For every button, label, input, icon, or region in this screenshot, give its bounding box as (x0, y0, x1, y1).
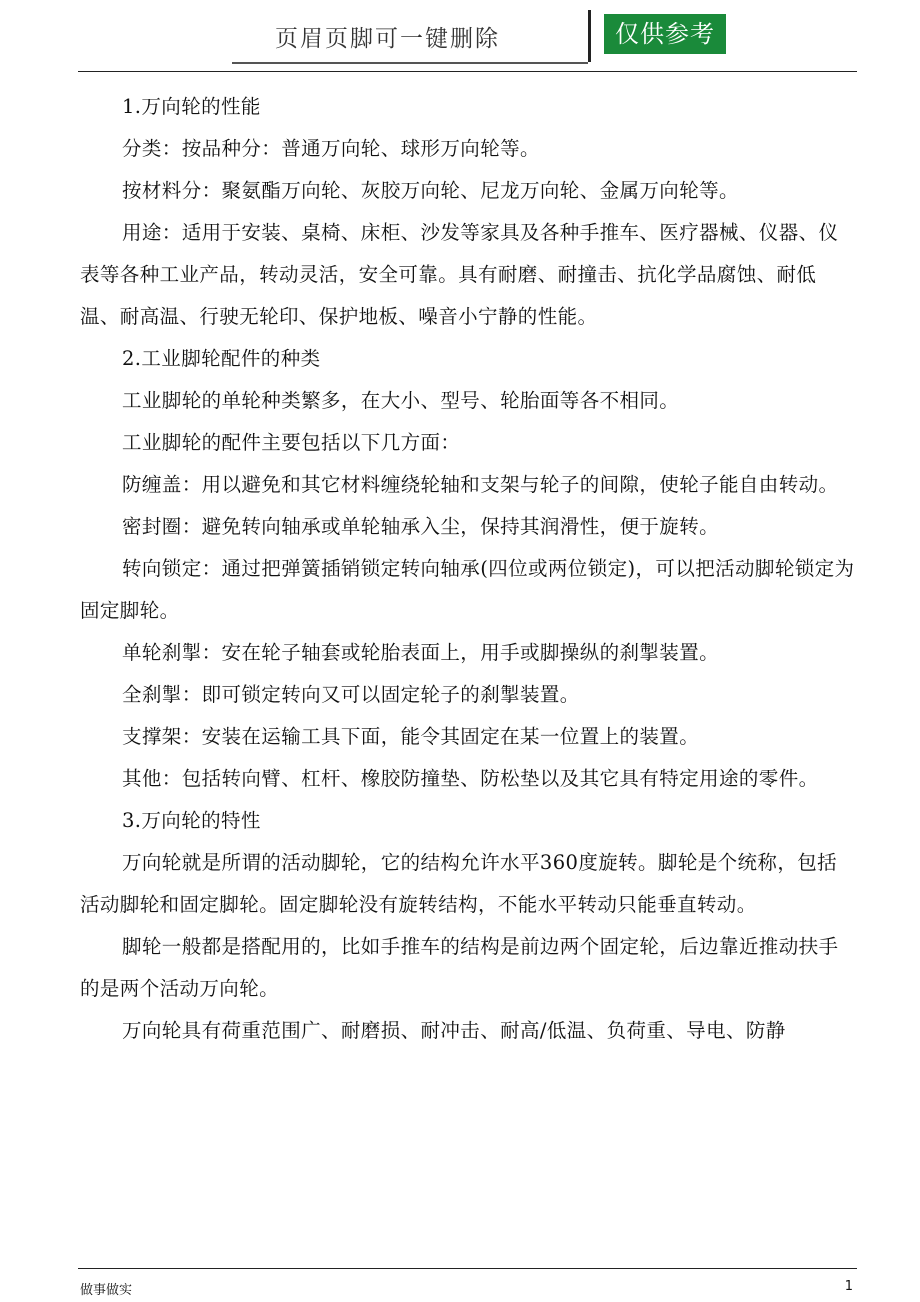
heading-2: 2.工业脚轮配件的种类 (122, 347, 321, 370)
paragraph: 单轮刹掣：安在轮子轴套或轮胎表面上，用手或脚操纵的刹掣装置。 (122, 641, 720, 664)
reference-badge: 仅供参考 (604, 14, 726, 54)
page-header (0, 0, 920, 74)
paragraph: 脚轮一般都是搭配用的，比如手推车的结构是前边两个固定轮，后边靠近推动扶手的是两个活动万向轮。 (80, 935, 839, 1000)
paragraph: 防缠盖：用以避免和其它材料缠绕轮轴和支架与轮子的间隙，使轮子能自由转动。 (122, 473, 839, 496)
document-body (80, 86, 855, 1052)
paragraph: 工业脚轮的单轮种类繁多，在大小、型号、轮胎面等各不相同。 (122, 389, 680, 412)
paragraph: 支撑架：安装在运输工具下面，能令其固定在某一位置上的装置。 (122, 725, 700, 748)
page-number: 1 (844, 1279, 853, 1294)
page-footer (78, 1268, 857, 1299)
paragraph: 分类：按品种分：普通万向轮、球形万向轮等。 (122, 137, 540, 160)
paragraph: 用途：适用于安装、桌椅、床柜、沙发等家具及各种手推车、医疗器械、仪器、仪表等各种工业产品，转动灵活，安全可靠。具有耐磨、耐撞击、抗化学品腐蚀、耐低温、耐高温、行驶无轮印、保护地板、噪音小宁静的性能。 (80, 221, 839, 328)
header-rule (78, 71, 857, 72)
paragraph: 其他：包括转向臂、杠杆、橡胶防撞垫、防松垫以及其它具有特定用途的零件。 (122, 767, 819, 790)
paragraph: 万向轮就是所谓的活动脚轮，它的结构允许水平360度旋转。脚轮是个统称，包括活动脚轮和固定脚轮。固定脚轮没有旋转结构，不能水平转动只能垂直转动。 (80, 851, 838, 916)
paragraph: 按材料分：聚氨酯万向轮、灰胶万向轮、尼龙万向轮、金属万向轮等。 (122, 179, 739, 202)
paragraph: 全刹掣：即可锁定转向又可以固定轮子的刹掣装置。 (122, 683, 580, 706)
footer-motto: 做事做实 (80, 1283, 133, 1298)
header-banner-text: 页眉页脚可一键删除 (275, 26, 500, 52)
paragraph: 转向锁定：通过把弹簧插销锁定转向轴承(四位或两位锁定)，可以把活动脚轮锁定为固定脚轮。 (80, 557, 855, 622)
paragraph: 密封圈：避免转向轴承或单轮轴承入尘，保持其润滑性，便于旋转。 (122, 515, 720, 538)
header-separator (588, 10, 591, 62)
heading-1: 1.万向轮的性能 (122, 95, 261, 118)
paragraph: 工业脚轮的配件主要包括以下几方面： (122, 431, 461, 454)
heading-3: 3.万向轮的特性 (122, 809, 261, 832)
paragraph: 万向轮具有荷重范围广、耐磨损、耐冲击、耐高/低温、负荷重、导电、防静 (122, 1019, 786, 1042)
